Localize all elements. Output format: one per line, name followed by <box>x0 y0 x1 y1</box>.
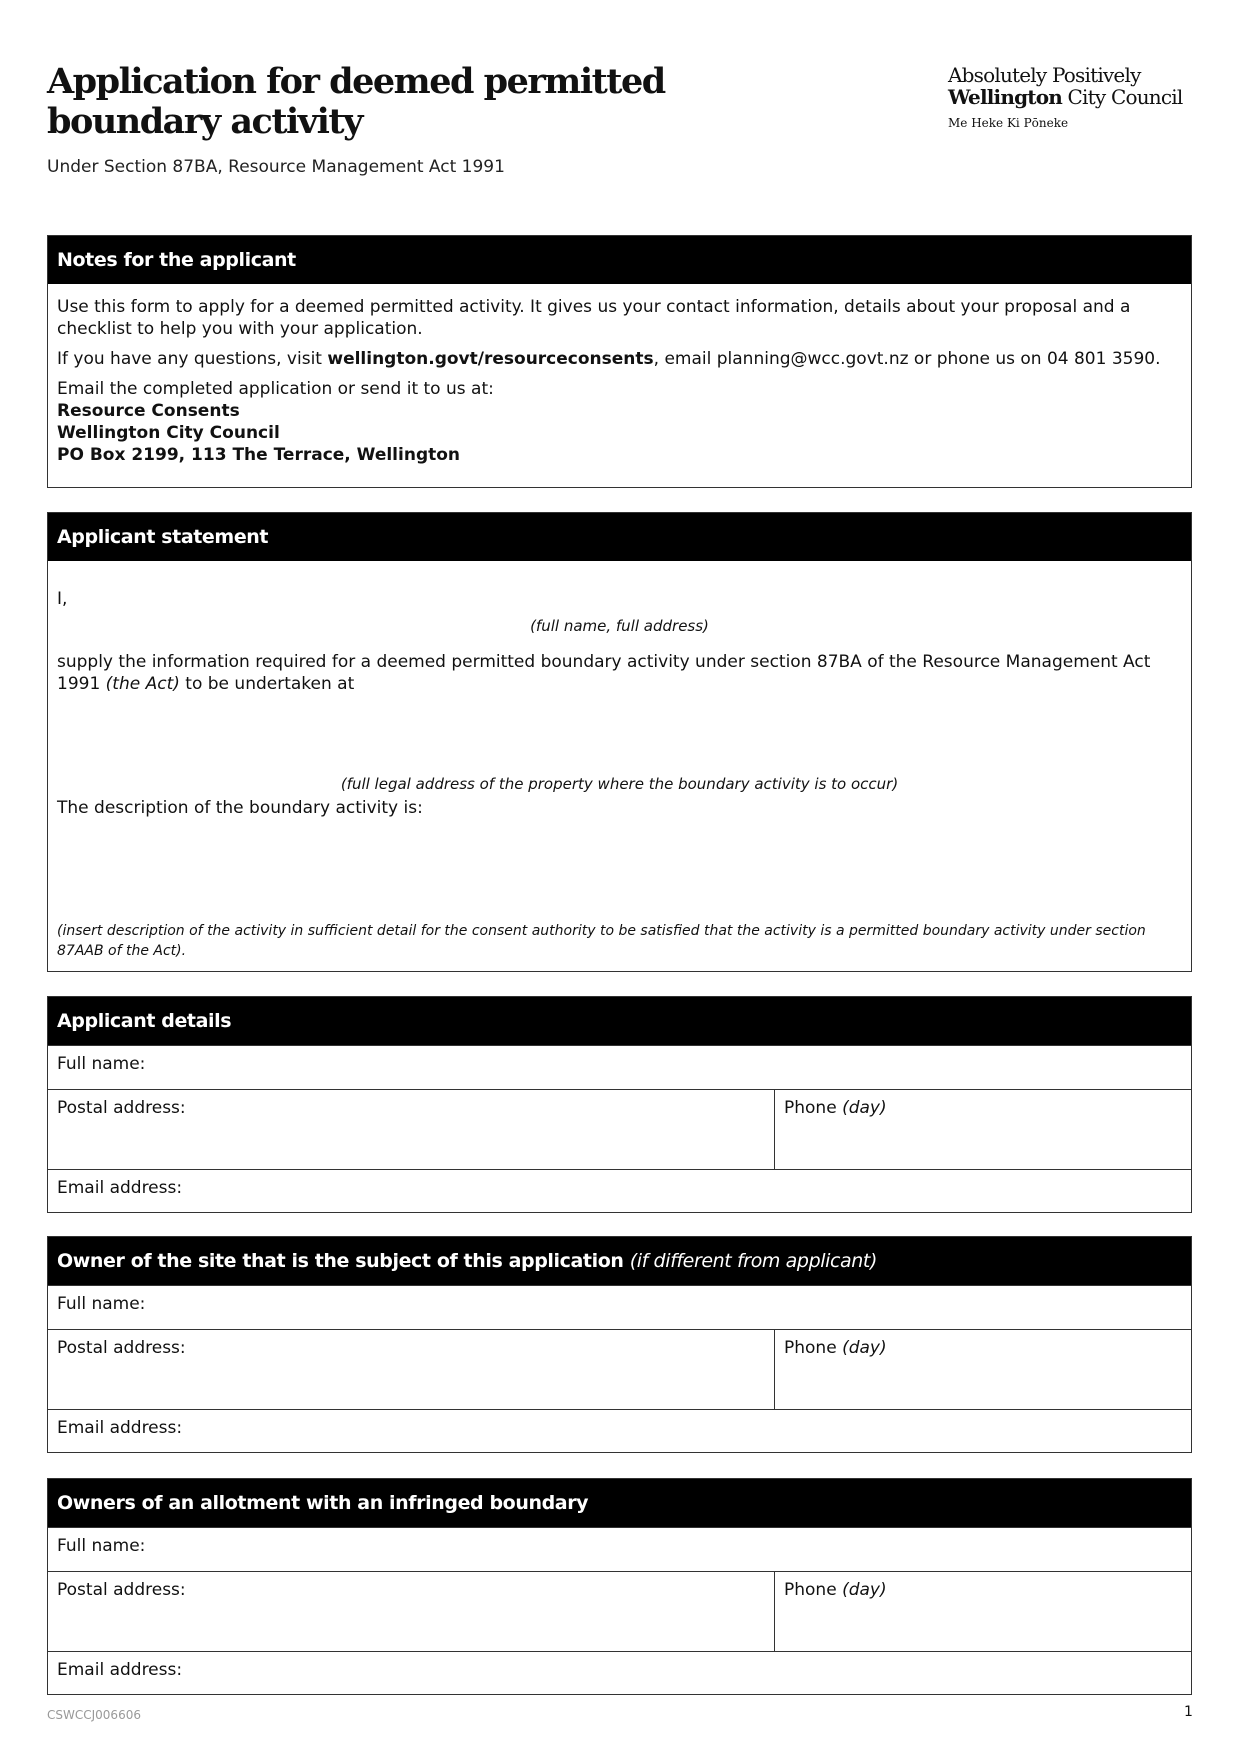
logo-tagline: Me Heke Ki Pōneke <box>948 116 1069 130</box>
hint-full-name: (full name, full address) <box>530 617 709 635</box>
phone-label: Phone <box>784 1580 843 1600</box>
logo-line <box>948 86 1182 108</box>
contact-section <box>47 1236 1192 1453</box>
email-label: Email address: <box>57 1418 183 1438</box>
postal-address-field[interactable] <box>48 1572 774 1651</box>
title-line: Application for deemed permitted <box>47 61 665 102</box>
section-heading: Applicant statement <box>48 513 1191 561</box>
contact-section <box>47 996 1192 1213</box>
notes-section <box>47 235 1192 488</box>
address-line: Resource Consents <box>57 401 240 421</box>
heading-text: Owner of the site that is the subject of this application <box>57 1250 630 1272</box>
address-line: PO Box 2199, 113 The Terrace, Wellington <box>57 445 461 465</box>
full-name-label: Full name: <box>57 1054 146 1074</box>
text: (the Act) <box>105 674 180 694</box>
notes-text: Email the completed application or send it to us at: <box>57 379 494 399</box>
description-label: The description of the boundary activity is: <box>57 798 423 818</box>
applicant-statement-section <box>47 512 1192 972</box>
text: , email planning@wcc.govt.nz or phone us on 04 801 3590. <box>653 349 1161 369</box>
email-label: Email address: <box>57 1660 183 1680</box>
postal-label: Postal address: <box>57 1338 186 1358</box>
notes-text: Use this form to apply for a deemed permitted activity. It gives us your contact information, details about your proposal and a checklist to help you with your application. <box>57 297 1131 339</box>
full-name-field[interactable] <box>48 1285 1191 1329</box>
statement-i: I, <box>57 589 68 609</box>
phone-field[interactable] <box>774 1572 1191 1651</box>
text: If you have any questions, visit <box>57 349 328 369</box>
section-heading <box>48 1237 1191 1285</box>
text: supply the information required for a deemed permitted boundary activity under section 87BA of the Resource Management Act 1991 <box>57 652 1151 694</box>
council-logo <box>948 64 1182 130</box>
full-name-label: Full name: <box>57 1294 146 1314</box>
form-code: CSWCCJ006606 <box>47 1708 141 1722</box>
email-field[interactable] <box>48 1169 1191 1213</box>
section-heading: Notes for the applicant <box>48 236 1191 284</box>
notes-contact <box>57 348 1182 370</box>
postal-label: Postal address: <box>57 1580 186 1600</box>
logo-line: Absolutely Positively <box>948 63 1141 87</box>
phone-field[interactable] <box>774 1090 1191 1169</box>
postal-address-field[interactable] <box>48 1090 774 1169</box>
phone-day: (day) <box>842 1098 887 1118</box>
full-name-label: Full name: <box>57 1536 146 1556</box>
full-name-field[interactable] <box>48 1045 1191 1089</box>
page-number: 1 <box>1184 1704 1193 1720</box>
postal-address-field[interactable] <box>48 1330 774 1409</box>
hint-property-address: (full legal address of the property where the boundary activity is to occur) <box>340 775 899 793</box>
email-field[interactable] <box>48 1651 1191 1695</box>
email-label: Email address: <box>57 1178 183 1198</box>
phone-field[interactable] <box>774 1330 1191 1409</box>
phone-label: Phone <box>784 1098 843 1118</box>
subtitle: Under Section 87BA, Resource Management Act 1991 <box>47 157 505 177</box>
hint-description: (insert description of the activity in sufficient detail for the consent authority to be satisfied that the activity is a permitted boundary activity under section 87AAB of the Act). <box>57 923 1146 959</box>
contact-section <box>47 1478 1192 1695</box>
logo-bold: Wellington <box>948 85 1062 109</box>
heading-text: Owners of an allotment with an infringed boundary <box>57 1492 589 1514</box>
section-heading <box>48 997 1191 1045</box>
phone-day: (day) <box>842 1580 887 1600</box>
text: to be undertaken at <box>179 674 355 694</box>
phone-day: (day) <box>842 1338 887 1358</box>
email-field[interactable] <box>48 1409 1191 1453</box>
heading-text: Applicant details <box>57 1010 232 1032</box>
website-link[interactable]: wellington.govt/resourceconsents <box>327 349 654 369</box>
logo-rest: City Council <box>1062 85 1183 109</box>
phone-label: Phone <box>784 1338 843 1358</box>
full-name-field[interactable] <box>48 1527 1191 1571</box>
address-line: Wellington City Council <box>57 423 280 443</box>
section-heading <box>48 1479 1191 1527</box>
title-line: boundary activity <box>47 101 362 142</box>
postal-label: Postal address: <box>57 1098 186 1118</box>
heading-italic: (if different from applicant) <box>629 1250 877 1272</box>
statement-supply <box>57 651 1182 695</box>
page-title <box>47 62 665 142</box>
